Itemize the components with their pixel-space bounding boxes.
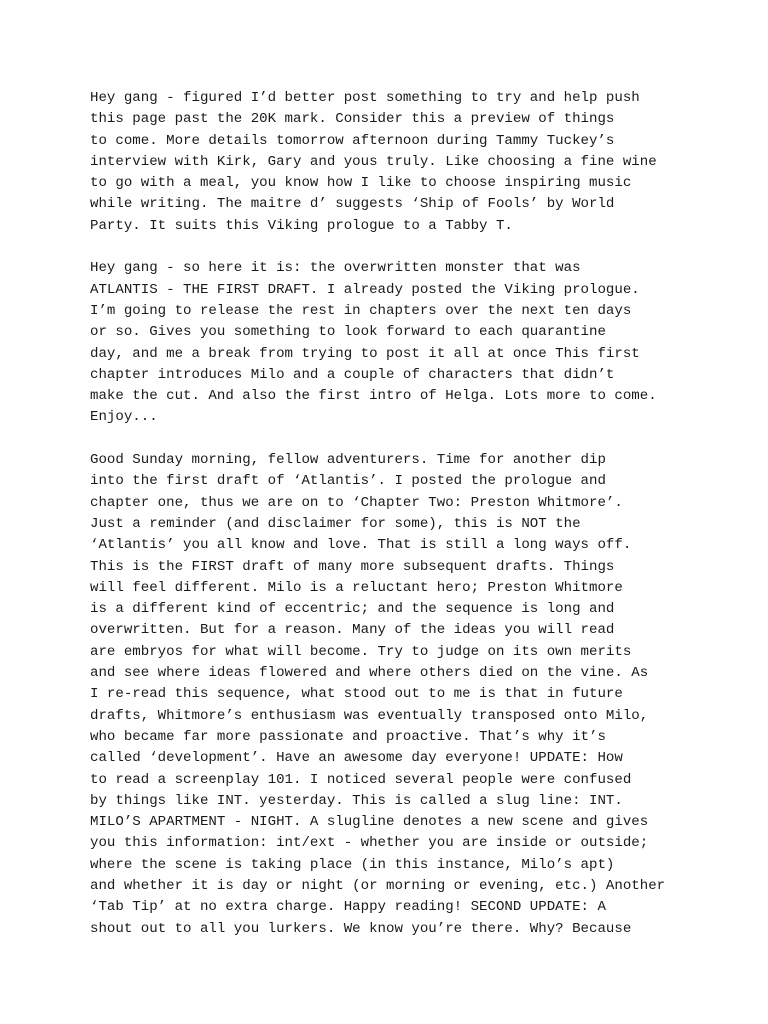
text-line: MILO’S APARTMENT - NIGHT. A slugline denotes a new scene and gives [90, 814, 649, 831]
text-line: ‘Tab Tip’ at no extra charge. Happy reading! SECOND UPDATE: A [90, 899, 606, 916]
text-line: is a different kind of eccentric; and the sequence is long and [90, 601, 615, 618]
text-line: to read a screenplay 101. I noticed several people were confused [90, 771, 632, 788]
text-line: Hey gang - figured I’d better post something to try and help push [90, 90, 640, 106]
text-line: to go with a meal, you know how I like to choose inspiring music [90, 175, 632, 192]
text-line: and whether it is day or night (or morning or evening, etc.) Another [90, 877, 666, 894]
text-line: and see where ideas flowered and where others died on the vine. As [90, 665, 649, 682]
text-line: are embryos for what will become. Try to judge on its own merits [90, 643, 632, 660]
text-line: who became far more passionate and proactive. That’s why it’s [90, 728, 606, 745]
text-line: called ‘development’. Have an awesome day everyone! UPDATE: How [90, 750, 623, 767]
text-line: Good Sunday morning, fellow adventurers. Time for another dip [90, 452, 606, 469]
text-line: ATLANTIS - THE FIRST DRAFT. I already posted the Viking prologue. [90, 281, 640, 298]
text-line: day, and me a break from trying to post it all at once This first [90, 345, 640, 362]
text-line: Enjoy... [90, 409, 158, 426]
text-line: This is the FIRST draft of many more subsequent drafts. Things [90, 558, 615, 575]
text-line: I re-read this sequence, what stood out to me is that in future [90, 686, 623, 703]
text-line: interview with Kirk, Gary and yous truly. Like choosing a fine wine [90, 153, 657, 170]
text-line: or so. Gives you something to look forward to each quarantine [90, 324, 606, 341]
text-line: Hey gang - so here it is: the overwritten monster that was [90, 260, 581, 277]
text-line: while writing. The maitre d’ suggests ‘Ship of Fools’ by World [90, 196, 615, 213]
text-line: overwritten. But for a reason. Many of the ideas you will read [90, 622, 615, 639]
paragraph-3 [90, 450, 690, 940]
text-line: you this information: int/ext - whether you are inside or outside; [90, 835, 649, 852]
text-line: into the first draft of ‘Atlantis’. I posted the prologue and [90, 473, 606, 490]
text-line: drafts, Whitmore’s enthusiasm was eventually transposed onto Milo, [90, 707, 649, 724]
text-line: Just a reminder (and disclaimer for some), this is NOT the [90, 515, 581, 532]
text-line: make the cut. And also the first intro of Helga. Lots more to come. [90, 388, 657, 405]
text-line: shout out to all you lurkers. We know you’re there. Why? Because [90, 920, 632, 937]
text-line: by things like INT. yesterday. This is called a slug line: INT. [90, 792, 623, 809]
text-line: will feel different. Milo is a reluctant hero; Preston Whitmore [90, 579, 623, 596]
text-line: to come. More details tomorrow afternoon during Tammy Tuckey’s [90, 132, 615, 149]
text-line: ‘Atlantis’ you all know and love. That is still a long ways off. [90, 537, 632, 554]
text-line: chapter introduces Milo and a couple of characters that didn’t [90, 366, 615, 383]
text-line: where the scene is taking place (in this instance, Milo’s apt) [90, 856, 615, 873]
text-line: chapter one, thus we are on to ‘Chapter Two: Preston Whitmore’. [90, 494, 623, 511]
text-line: this page past the 20K mark. Consider this a preview of things [90, 111, 615, 128]
document-page [90, 88, 690, 961]
text-line: Party. It suits this Viking prologue to a Tabby T. [90, 217, 513, 234]
paragraph-2 [90, 258, 690, 428]
text-line: I’m going to release the rest in chapters over the next ten days [90, 302, 632, 319]
paragraph-1 [90, 88, 690, 237]
